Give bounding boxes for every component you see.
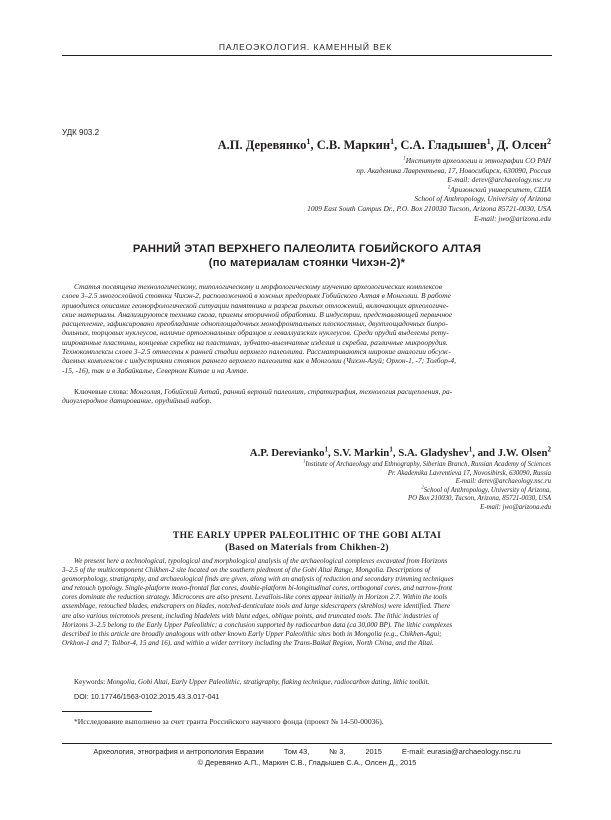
en-abstract-line: Orkhon-1 and 7; Tolbor-4, 15 and 16), and within a wider territory including the Trans-Baikal Region, North China, and the Altai. [62,638,434,647]
en-author-sup: 2 [547,445,551,454]
en-author-name: A.P. Derevianko [249,447,325,459]
en-title-line: THE EARLY UPPER PALEOLITHIC OF THE GOBI ALTAI [172,530,442,541]
footnote-divider [62,711,152,712]
ru-affil-1-name: Институт археологии и этнографии СО РАН [405,156,551,165]
section-title: ПАЛЕОЭКОЛОГИЯ. КАМЕННЫЙ ВЕК [218,42,393,52]
ru-keywords-text: Монголия, Гобийский Алтай, ранний верхний палеолит, стратиграфия, технология расщепления, ра- [130,387,453,396]
journal-email[interactable]: E-mail: eurasia@archaeology.nsc.ru [401,747,521,756]
udk-code: УДК 903.2 [62,128,100,137]
ru-affil-2-school: School of Anthropology, University of Arizona [414,194,551,204]
journal-year: 2015 [365,747,382,756]
en-keywords [62,678,552,686]
ru-abstract-line: расщепление, зафиксировано преобладание одноплощадочных монофронтальных плоскостных, двухплощадочных бипро- [62,319,448,329]
ru-abstract [62,282,552,375]
en-author-name: J.W. Olsen [497,447,548,459]
ru-affil-1-email[interactable]: E-mail: derev@archaeology.nsc.ru [447,175,551,185]
ru-keywords-text: диоуглеродное датирование, орудийный набор. [62,396,212,406]
ru-article-title [62,243,552,270]
en-affil-2-email[interactable]: E-mail: jwo@arizona.edu [480,503,551,511]
en-abstract-line: geomorphology, stratigraphy, and archaeological finds are given, along with an analysis of reduction and secondary trimming techniques [62,575,454,584]
ru-author-sup: 2 [546,136,551,146]
en-affil-2-address: PO Box 210030, Tucson, Arizona, 85721-0030, USA [408,495,551,503]
ru-abstract-line: Статья посвящена технологическому, типологическому и морфологическому изучению археологических комплексов [74,282,442,291]
ru-abstract-line: даемых комплексов с индустриями стоянок раннего верхнего палеолита как в Монголии (Чихэн-Агуй; Орхон-1, -7; Толбор-4, [62,356,456,366]
ru-author-sup: 1 [306,136,311,146]
en-abstract-line: assemblage, retouched blades, endscrapers on blades, notched-denticulate tools and large sidescrapers (skreblos) were identified. There [62,602,450,611]
en-author-sup: 1 [468,445,473,454]
ru-author-sup: 1 [486,136,491,146]
en-author-sup: 1 [324,445,328,454]
en-affil-1-email[interactable]: E-mail: derev@archaeology.nsc.ru [455,478,551,486]
ru-affil-2-name: Аризонский университет, США [450,184,551,194]
ru-author-name: Д. Олсен [496,138,547,152]
en-abstract-line: Horizons 3–2.5 belong to the Early Upper Paleolithic; a conclusion supported by radiocarbon data (ca 30,000 BP). The lithic complexes [62,620,453,629]
ru-affiliations [151,156,551,223]
ru-affil-2-email[interactable]: E-mail: jwo@arizona.edu [473,213,551,223]
en-abstract-line: and retouch typology. Single-platform mono-frontal flat cores, double-platform bi-longitudinal cores, orthogonal cores, and narrow-front [62,584,453,593]
footnote: *Исследование выполнено за счет гранта Российского научного фонда (проект № 14-50-00036). [74,717,384,726]
journal-name: Археология, этнография и антропология Евразии [93,747,264,756]
ru-keywords [62,387,552,406]
ru-keywords-label: Ключевые слова: [74,387,129,396]
en-affil-1-address: Pr. Akademika Lavrentieva 17, Novosibirsk, 630090, Russia [387,469,551,477]
en-keywords-label: Keywords: [74,678,106,686]
header-divider [62,55,552,56]
ru-abstract-line: приводится описание геоморфологической ситуации памятника и разреза рыхлых отложений, включающих археологиче- [62,300,449,310]
affil-sup: 1 [303,458,306,464]
en-abstract-line: 3–2.5 of the multicomponent Chikhen-2 site located on the southern piedmont of the Gobi Altai Range, Mongolia. Descriptions of [62,566,431,575]
copyright: © Деревянко А.П., Маркин С.В., Гладышев С.А., Олсен Д., 2015 [197,758,417,767]
en-author-name: S.A. Gladyshev [398,447,469,459]
ru-title-line: РАННИЙ ЭТАП ВЕРХНЕГО ПАЛЕОЛИТА ГОБИЙСКОГО АЛТАЯ [132,243,482,255]
ru-abstract-line: ские материалы. Анализируются техника скола, приемы вторичной обработки. В индустрии, представляющей первичное [62,309,453,319]
ru-affil-2-address: 1009 East South Campus Dr., P.O. Box 210030 Tucson, Arizona 85721-0030, USA [307,203,551,213]
doi-link[interactable]: DOI: 10.17746/1563-0102.2015.43.3.017-041 [74,692,220,701]
ru-abstract-line: слоев 3–2.5 многослойной стоянки Чихэн-2, расположенной в южных предгорьях Гобийского Алтая в Монголии. В работе [62,291,451,301]
header-band [0,0,611,32]
en-affiliations [151,458,551,513]
journal-issue: № 3, [329,747,346,756]
ru-affil-1-address: пр. Академика Лаврентьева, 17, Новосибирск, 630090, Россия [356,165,551,175]
ru-author-name: С.В. Маркин [316,138,391,152]
en-abstract-line: We present here a technological, typological and morphological analysis of the archaeological complexes excavated from Horizons [74,557,448,565]
ru-author-name: С.А. Гладышев [400,138,487,152]
ru-abstract-line: -15, -16), так и в Забайкалье, Северном Китае и на Алтае. [62,365,249,375]
ru-author-sup: 1 [390,136,395,146]
en-authors: A.P. Derevianko$^1$, S.V. Markin$^1$, S.A. Gladyshev$^1$, and J.W. Olsen$^2$ [249,445,551,459]
ru-author-name: А.П. Деревянко [217,138,307,152]
en-author-name: S.V. Markin [333,447,390,459]
journal-footer [62,747,552,756]
en-article-title [62,530,552,553]
ru-abstract-line: шированные пластины, концевые скребки на пластинах, зубчато-выемчатые изделия и скребла, различные микроорудия. [62,337,448,347]
ru-authors: А.П. Деревянко$^1$, С.В. Маркин$^1$, С.А. Гладышев$^1$, Д. Олсен$^2$ [217,136,551,152]
journal-volume: Том 43, [283,747,310,756]
en-abstract [62,557,552,648]
en-title-subline: (Based on Materials from Chikhen-2) [225,541,389,553]
ru-abstract-line: Технокомплексы слоев 3–2.5 отнесены к ранней стадии верхнего палеолита. Рассматриваются широкие аналогии обсуж- [62,347,451,357]
en-abstract-line: described in this article are broadly analogous with other known Early Upper Paleolithic sites both in Mongolia (e.g., Chikhen-Agui; [62,629,442,638]
en-and-word: and [477,447,496,459]
ru-title-subline: (по материалам стоянки Чихэн-2)* [208,256,406,269]
footer-divider [62,743,552,744]
en-abstract-line: are also various microtools present, including bladelets with blunt edges, oblique points, and truncated tools. The lithic industries of [62,611,439,620]
en-affil-1-name: Institute of Archaeology and Ethnography, Siberian Branch, Russian Academy of Sciences [305,461,551,468]
en-affil-2-name: School of Anthropology, University of Arizona, [423,486,551,494]
en-keywords-text: Mongolia, Gobi Altai, Early Upper Paleolithic, stratigraphy, flaking technique, radiocarbon dating, lithic toolkit. [106,678,430,686]
affil-sup: 1 [403,156,406,162]
en-abstract-line: cores dominate the reduction strategy. Microcores are also present. Levallois-like cores appear initially in Horizon 2.7. Within the tools [62,593,448,602]
en-author-sup: 1 [389,445,393,454]
affil-sup: 2 [421,484,424,490]
ru-abstract-line: дольных, торцовых нуклеусов, наличие ортогональных образцов и леваллуазских нуклеусов. Среди орудий выделены рету- [62,328,449,338]
affil-sup: 2 [447,185,451,191]
